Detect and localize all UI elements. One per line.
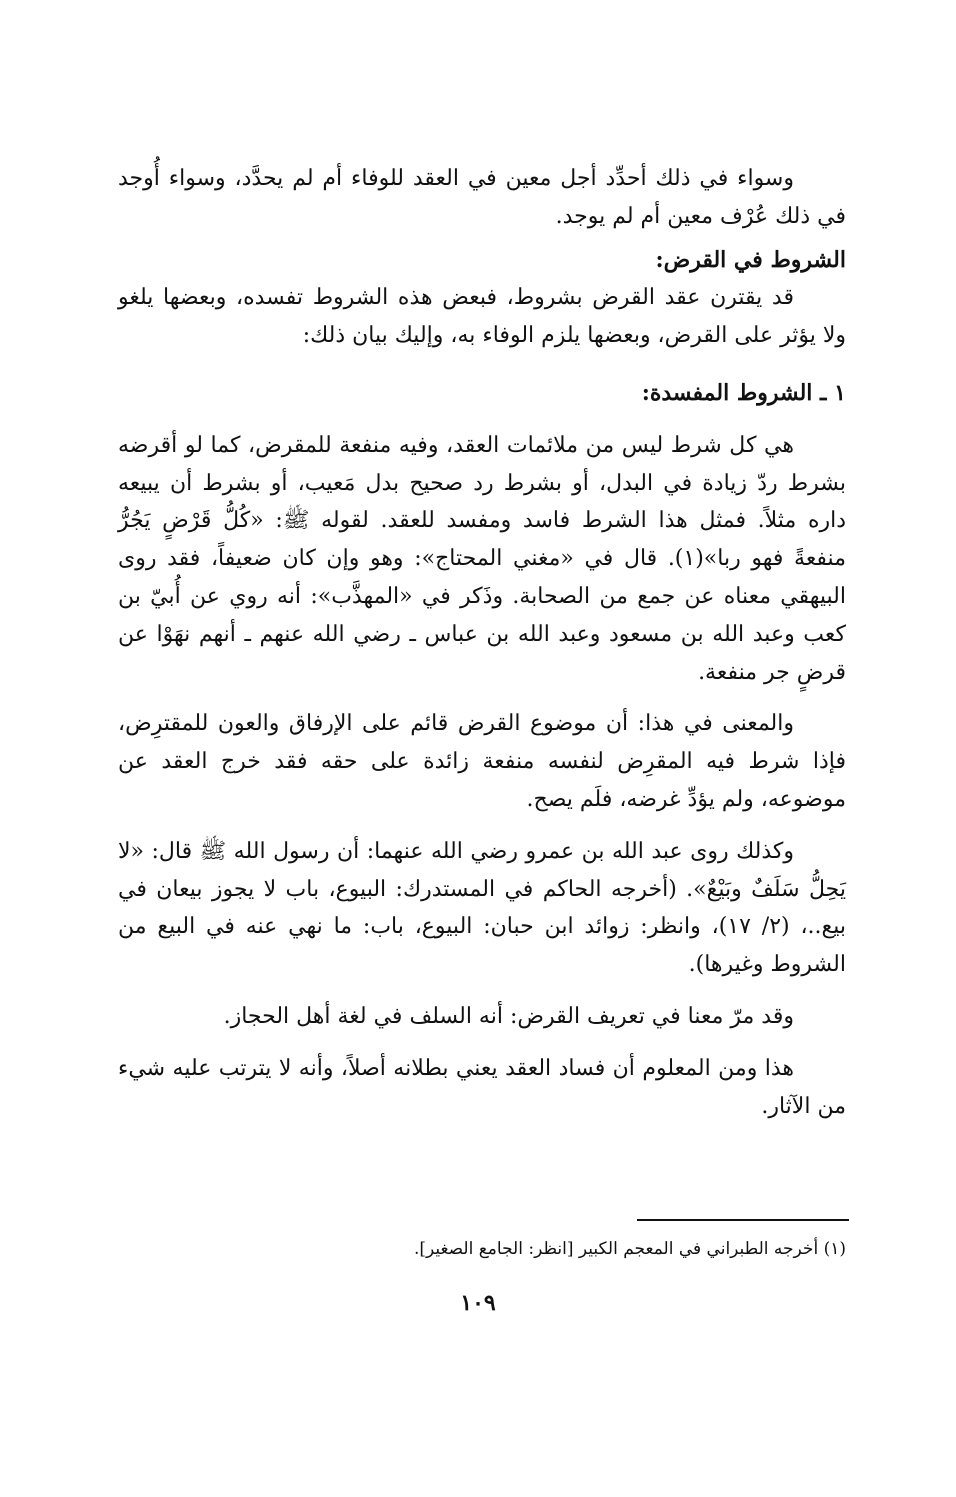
page-body [118,160,846,1125]
paragraph-meaning: والمعنى في هذا: أن موضوع القرض قائم على الإرفاق والعون للمقترِض، فإذا شرط فيه المقرِض لنفسه منفعة زائدة على حقه فقد خرج العقد عن موضوعه، ولم يؤدِّ غرضه، فلَم يصح. [118,711,846,812]
heading-conditions-in-loan: الشروط في القرض: [655,246,846,273]
paragraph-invalidity: هذا ومن المعلوم أن فساد العقد يعني بطلانه أصلاً، وأنه لا يترتب عليه شيء من الآثار. [118,1055,846,1119]
footnote-divider [637,1219,849,1221]
paragraph-hadith-salaf: وكذلك روى عبد الله بن عمرو رضي الله عنهما: أن رسول الله ﷺ قال: «لا يَحِلُّ سَلَفٌ وبَيْعٌ». (أخرجه الحاكم في المستدرك: البيوع، باب لا يجوز بيعان في بيع..، (٢/ ١٧)، وانظر: زوائد ابن حبان: البيوع، باب: ما نهي عنه في البيع من الشروط وغيرها). [118,838,847,978]
heading-corrupting-conditions: ١ ـ الشروط المفسدة: [641,379,846,406]
paragraph-conditions-intro: قد يقترن عقد القرض بشروط، فبعض هذه الشروط تفسده، وبعضها يلغو ولا يؤثر على القرض، وبعضها يلزم الوفاء به، وإليك بيان ذلك: [118,285,846,349]
footnote: (١) أخرجه الطبراني في المعجم الكبير [انظر: الجامع الصغير]. [413,1239,846,1259]
paragraph-loan-term: وسواء في ذلك أحدِّد أجل معين في العقد للوفاء أم لم يحدَّد، وسواء أُوجد في ذلك عُرْف معين أم لم يوجد. [118,166,846,229]
paragraph-corrupting-conditions: هي كل شرط ليس من ملائمات العقد، وفيه منفعة للمقرض، كما لو أقرضه بشرط ردّ زيادة في البدل، أو بشرط رد صحيح بدل مَعيب، أو بشرط أن يبيعه داره مثلاً. فمثل هذا الشرط فاسد ومفسد للعقد. لقوله ﷺ: «كُلُّ قَرْضٍ يَجُرُّ منفعةً فهو ربا»(١). قال في «مغني المحتاج»: وهو وإن كان ضعيفاً، فقد روى البيهقي معناه عن جمع من الصحابة. وذَكر في «المهذَّب»: أنه روي عن أُبيّ بن كعب وعبد الله بن مسعود وعبد الله بن عباس ـ رضي الله عنهم ـ أنهم نهَوْا عن قرضٍ جر منفعة. [118,432,847,685]
page-number: ١٠٩ [460,1290,496,1316]
paragraph-salaf-definition: وقد مرّ معنا في تعريف القرض: أنه السلف في لغة أهل الحجاز. [223,1003,794,1029]
